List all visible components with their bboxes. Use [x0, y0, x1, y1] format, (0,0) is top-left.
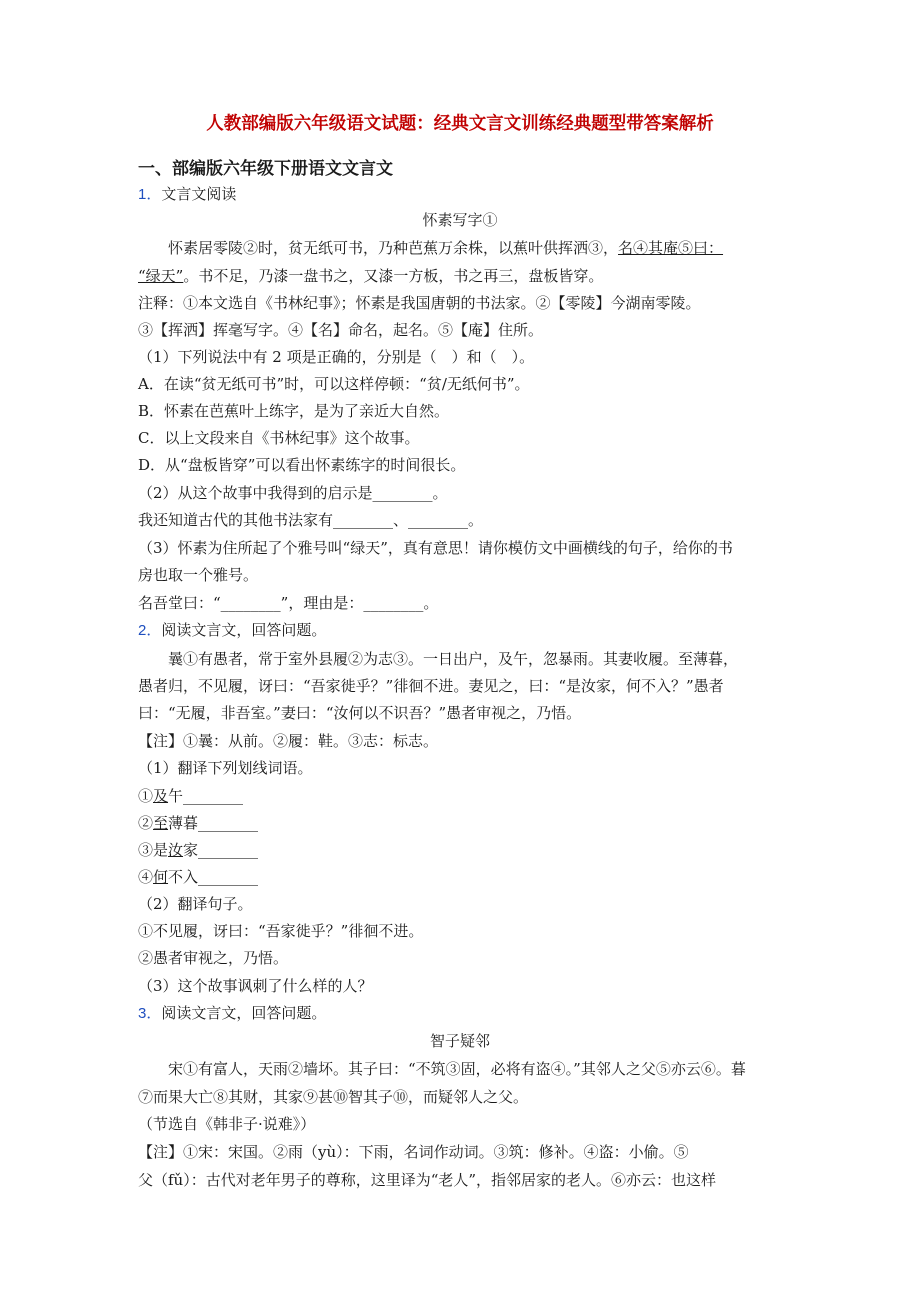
section-heading: 一、部编版六年级下册语文文言文	[138, 159, 393, 179]
word-item: ①及午________	[138, 787, 244, 805]
passage-line: 曰：“无履，非吾室。”妻曰：“汝何以不识吾？”愚者审视之，乃悟。	[138, 704, 582, 722]
passage-title: 怀素写字①	[422, 211, 498, 229]
passage-line: 宋①有富人，天雨②墙坏。其子曰：“不筑③固，必将有盗④。”其邻人之父⑤亦云⑥。暮	[168, 1060, 746, 1078]
option-b: B．怀素在芭蕉叶上练字，是为了亲近大自然。	[138, 402, 450, 420]
sentence-item: ②愚者审视之，乃悟。	[138, 949, 289, 967]
source-line: （节选自《韩非子·说难》）	[138, 1115, 316, 1133]
word-item: ③是汝家________	[138, 841, 259, 859]
subquestion: （3）这个故事讽刺了什么样的人？	[138, 977, 373, 995]
passage-line: 曩①有愚者，常于室外县履②为志③。一日出户，及午，忽暴雨。其妻收履。至薄暮，	[168, 650, 739, 668]
note-line: 父（fǔ）：古代对老年男子的尊称，这里译为“老人”，指邻居家的老人。⑥亦云：也这样	[138, 1171, 717, 1189]
subquestion: （2）翻译句子。	[138, 895, 253, 913]
word-item: ②至薄暮________	[138, 814, 259, 832]
question-1-label: 1．文言文阅读	[138, 185, 237, 203]
passage-line: 怀素居零陵②时，贫无纸可书，乃种芭蕉万余株，以蕉叶供挥洒③，名④其庵⑤曰：	[168, 239, 724, 257]
document-title: 人教部编版六年级语文试题：经典文言文训练经典题型带答案解析	[206, 114, 714, 134]
passage-line: “绿天”。书不足，乃漆一盘书之，又漆一方板，书之再三，盘板皆穿。	[138, 267, 604, 285]
word-item: ④何不入________	[138, 868, 259, 886]
note-line: 【注】①曩：从前。②履：鞋。③志：标志。	[138, 732, 439, 750]
passage-line: 愚者归，不见履，讶曰：“吾家徙乎？”徘徊不进。妻见之，曰：“是汝家，何不入？”愚者	[138, 677, 724, 695]
subquestion-line: 我还知道古代的其他书法家有________、________。	[138, 511, 484, 529]
option-c: C．以上文段来自《书林纪事》这个故事。	[138, 429, 420, 447]
subquestion: （3）怀素为住所起了个雅号叫“绿天”，真有意思！请你模仿文中画横线的句子，给你的书	[138, 539, 733, 557]
note-line: 注释：①本文选自《书林纪事》；怀素是我国唐朝的书法家。②【零陵】今湖南零陵。	[138, 294, 701, 312]
note-line: 【注】①宋：宋国。②雨（yù）：下雨，名词作动词。③筑：修补。④盗：小偷。⑤	[138, 1143, 689, 1161]
subquestion-line: 房也取一个雅号。	[138, 566, 259, 584]
note-line: ③【挥洒】挥毫写字。④【名】命名，起名。⑤【庵】住所。	[138, 321, 544, 339]
question-2-label: 2．阅读文言文，回答问题。	[138, 621, 327, 639]
subquestion: （1）翻译下列划线词语。	[138, 759, 313, 777]
question-3-label: 3．阅读文言文，回答问题。	[138, 1004, 327, 1022]
subquestion: （2）从这个故事中我得到的启示是________。	[138, 484, 448, 502]
question-number: 2．	[138, 622, 162, 639]
passage-line: ⑦而果大亡⑧其财，其家⑨甚⑩智其子⑩，而疑邻人之父。	[138, 1088, 529, 1106]
subquestion: （1）下列说法中有 2 项是正确的，分别是（ ）和（ ）。	[138, 348, 535, 366]
question-number: 1．	[138, 186, 162, 203]
passage-title: 智子疑邻	[429, 1032, 490, 1050]
question-number: 3．	[138, 1005, 162, 1022]
sentence-item: ①不见履，讶曰：“吾家徙乎？”徘徊不进。	[138, 922, 424, 940]
subquestion-line: 名吾堂曰：“________”，理由是：________。	[138, 594, 439, 612]
option-d: D．从“盘板皆穿”可以看出怀素练字的时间很长。	[138, 456, 466, 474]
option-a: A．在读“贫无纸可书”时，可以这样停顿：“贫/无纸何书”。	[138, 375, 530, 393]
